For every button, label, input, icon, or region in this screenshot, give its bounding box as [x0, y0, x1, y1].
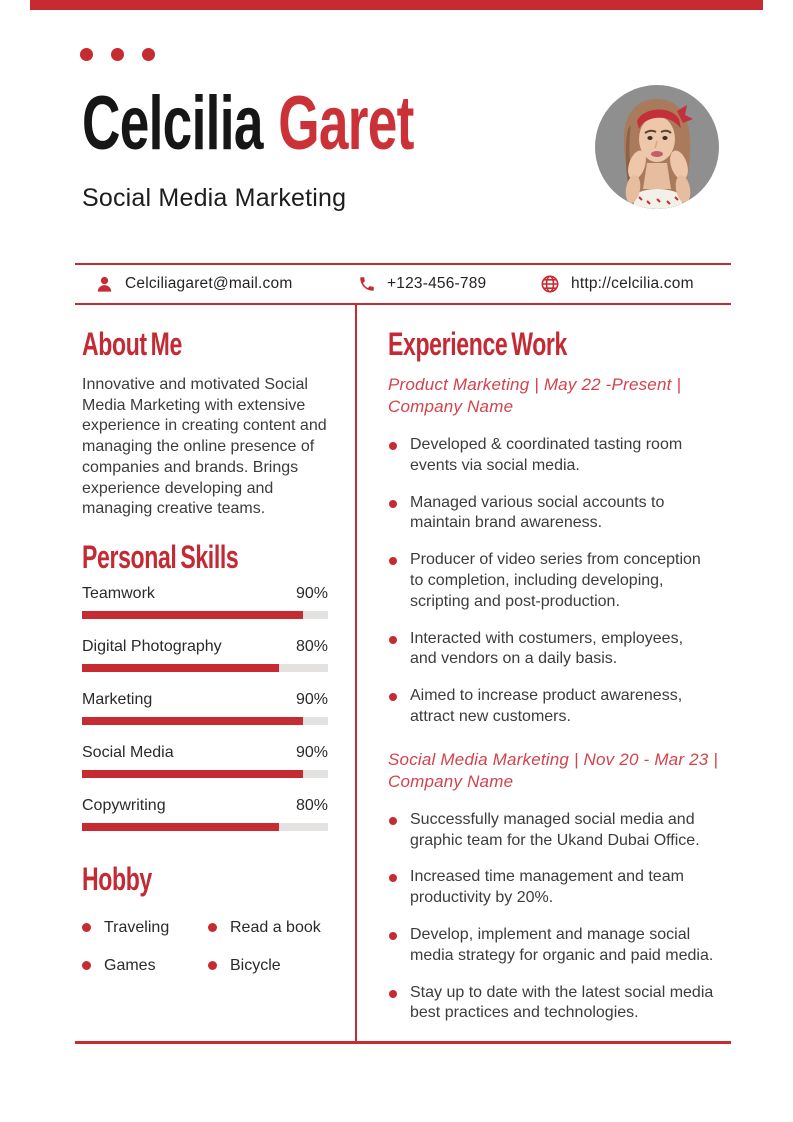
last-name: Garet [278, 81, 414, 166]
bullet-dot-icon [82, 923, 91, 932]
skill-bar-track [82, 717, 328, 725]
job-bullet: Stay up to date with the latest social media best practices and technologies. [388, 983, 714, 1025]
left-column [82, 328, 328, 975]
bullet-dot-icon [82, 961, 91, 970]
header [82, 81, 556, 213]
personal-skills-title: Personal Skills [82, 538, 239, 575]
skill-row [82, 638, 328, 672]
contact-phone [358, 265, 486, 303]
page-title [82, 81, 414, 166]
hobby-item [82, 919, 208, 937]
skill-bar-track [82, 664, 328, 672]
hobby-title: Hobby [82, 860, 152, 897]
hobby-item [208, 919, 328, 937]
job-heading [388, 374, 734, 418]
skill-label: Marketing [82, 690, 153, 708]
right-column [388, 328, 734, 1040]
job-subtitle: Social Media Marketing [82, 184, 347, 212]
skill-percent: 90% [295, 743, 328, 761]
skill-percent: 90% [295, 690, 328, 708]
job-bullet: Develop, implement and manage social media strategy for organic and paid media. [388, 925, 714, 967]
skill-percent: 80% [295, 796, 328, 814]
email-text[interactable]: Celciliagaret@mail.com [125, 275, 293, 292]
skill-bar-fill [82, 611, 303, 619]
skill-bar-track [82, 823, 328, 831]
hobby-label: Read a book [230, 918, 321, 936]
skill-percent: 80% [295, 637, 328, 655]
profile-photo [595, 85, 719, 209]
phone-icon [358, 275, 376, 293]
dot-icon [80, 48, 93, 61]
dot-icon [142, 48, 155, 61]
job-heading [388, 749, 734, 793]
skill-label: Digital Photography [82, 637, 222, 655]
contact-email [95, 265, 292, 303]
skill-row [82, 691, 328, 725]
job-bullet: Managed various social accounts to maintain brand awareness. [388, 493, 714, 535]
vertical-divider [355, 305, 357, 1042]
job-bullet: Interacted with costumers, employees, and vendors on a daily basis. [388, 629, 714, 671]
top-red-bar [30, 0, 763, 10]
experience-work-title: Experience Work [388, 326, 567, 362]
hobby-item [208, 957, 328, 975]
skill-bar-track [82, 770, 328, 778]
skill-bar-fill [82, 717, 303, 725]
dot-icon [111, 48, 124, 61]
phone-text[interactable]: +123-456-789 [387, 275, 487, 292]
skill-bar-fill [82, 823, 279, 831]
skill-percent: 90% [295, 584, 328, 602]
skill-row [82, 797, 328, 831]
skill-bar-track [82, 611, 328, 619]
skill-row [82, 585, 328, 619]
job-heading-line2: Company Name [388, 771, 514, 791]
job-heading-line1: Product Marketing | May 22 -Present | [388, 375, 682, 394]
contact-website [540, 265, 694, 303]
bullet-dot-icon [208, 923, 217, 932]
globe-icon [540, 274, 560, 294]
hobby-label: Bicycle [230, 956, 281, 974]
job-bullet-list [388, 435, 734, 728]
job-bullet-list [388, 810, 734, 1024]
skill-row [82, 744, 328, 778]
job-bullet: Aimed to increase product awareness, attract new customers. [388, 686, 714, 728]
about-me-title: About Me [82, 326, 182, 362]
skill-bar-fill [82, 770, 303, 778]
job-bullet: Successfully managed social media and graphic team for the Ukand Dubai Office. [388, 810, 714, 852]
skill-label: Teamwork [82, 584, 155, 602]
three-dots-decoration [80, 48, 155, 61]
job-bullet: Developed & coordinated tasting room events via social media. [388, 435, 714, 477]
first-name: Celcilia [82, 81, 263, 166]
hobby-label: Games [104, 956, 156, 974]
contact-bar [75, 263, 731, 305]
skill-label: Social Media [82, 743, 174, 761]
website-text[interactable]: http://celcilia.com [571, 275, 694, 292]
bullet-dot-icon [208, 961, 217, 970]
profile-photo-illustration [595, 85, 719, 209]
job-heading-line1: Social Media Marketing | Nov 20 - Mar 23 | [388, 749, 718, 769]
about-me-text: Innovative and motivated Social Media Marketing with extensive experience in creating content and managing the online presence of companies and brands. Brings experience developing and managing creative teams. [82, 376, 327, 518]
job-heading-line2: Company Name [388, 397, 514, 416]
bottom-red-line [75, 1041, 731, 1044]
skill-bar-fill [82, 664, 279, 672]
hobby-list [82, 919, 328, 975]
hobby-label: Traveling [104, 918, 170, 936]
hobby-item [82, 957, 208, 975]
job-bullet: Producer of video series from conception to completion, including developing, scripting and post-production. [388, 550, 714, 612]
skill-label: Copywriting [82, 796, 166, 814]
job-bullet: Increased time management and team productivity by 20%. [388, 867, 714, 909]
person-icon [95, 275, 114, 294]
